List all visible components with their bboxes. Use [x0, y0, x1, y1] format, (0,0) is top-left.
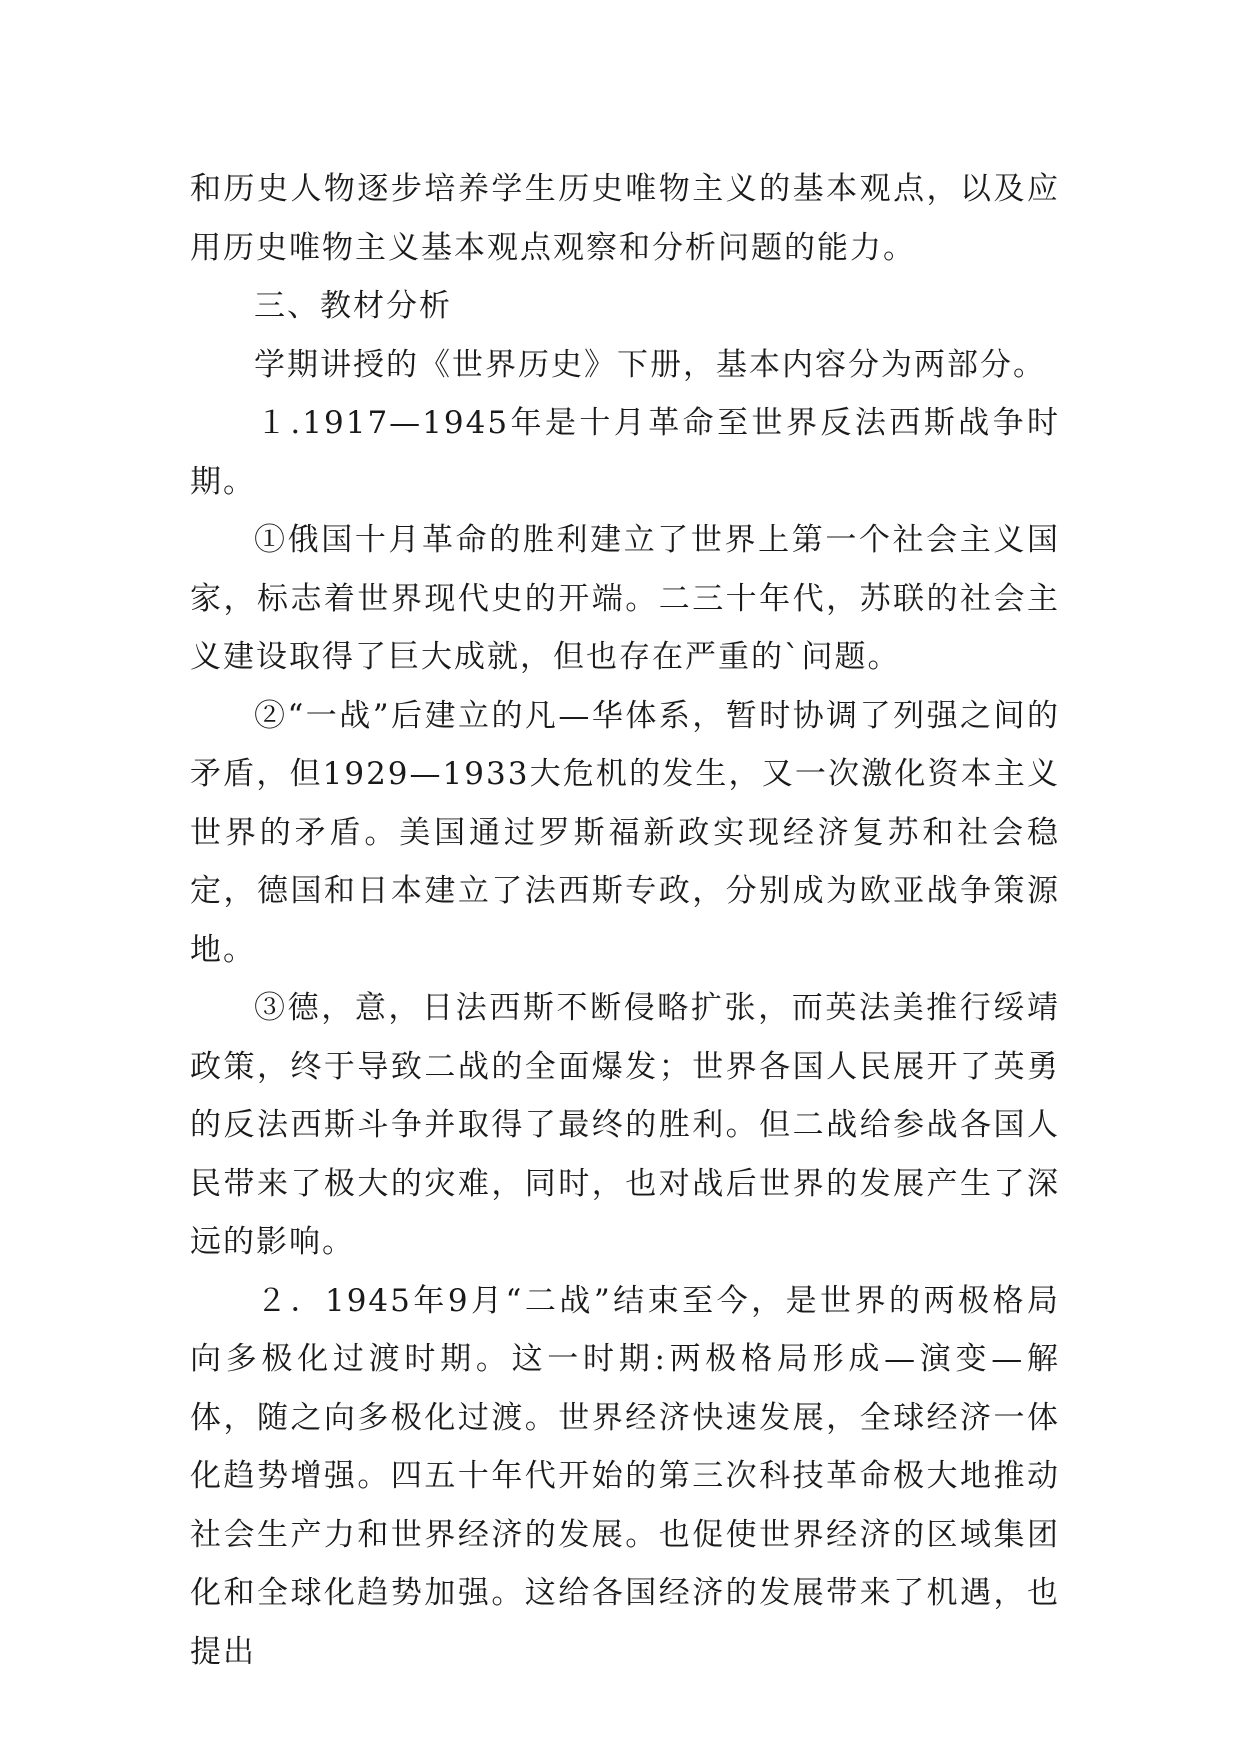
paragraph-semester-content: 学期讲授的《世界历史》下册，基本内容分为两部分。: [254, 346, 1046, 383]
document-body: [190, 160, 1060, 1681]
paragraph-continuation: 和历史人物逐步培养学生历史唯物主义的基本观点，以及应用历史唯物主义基本观点观察和分析问题的能力。: [190, 171, 1060, 266]
paragraph-october-revolution: ①俄国十月革命的胜利建立了世界上第一个社会主义国家，标志着世界现代史的开端。二三十年代，苏联的社会主义建设取得了巨大成就，但也存在严重的`问题。: [190, 522, 1060, 675]
paragraph-versailles-washington: ②“一战”后建立的凡—华体系，暂时协调了列强之间的矛盾，但1929—1933大危机的发生，又一次激化资本主义世界的矛盾。美国通过罗斯福新政实现经济复苏和社会稳定，德国和日本建立了法西斯专政，分别成为欧亚战争策源地。: [190, 697, 1060, 968]
paragraph-period-two: ２．1945年9月“二战”结束至今，是世界的两极格局向多极化过渡时期。这一时期:两极格局形成—演变—解体，随之向多极化过渡。世界经济快速发展，全球经济一体化趋势增强。四五十年代开始的第三次科技革命极大地推动社会生产力和世界经济的发展。也促使世界经济的区域集团化和全球化趋势加强。这给各国经济的发展带来了机遇，也提出: [190, 1282, 1060, 1670]
section-heading-textbook-analysis: 三、教材分析: [254, 288, 452, 324]
paragraph-period-one-title: １.1917—1945年是十月革命至世界反法西斯战争时期。: [190, 405, 1060, 500]
paragraph-fascist-expansion: ③德，意，日法西斯不断侵略扩张，而英法美推行绥靖政策，终于导致二战的全面爆发；世界各国人民展开了英勇的反法西斯斗争并取得了最终的胜利。但二战给参战各国人民带来了极大的灾难，同时，也对战后世界的发展产生了深远的影响。: [190, 990, 1060, 1260]
